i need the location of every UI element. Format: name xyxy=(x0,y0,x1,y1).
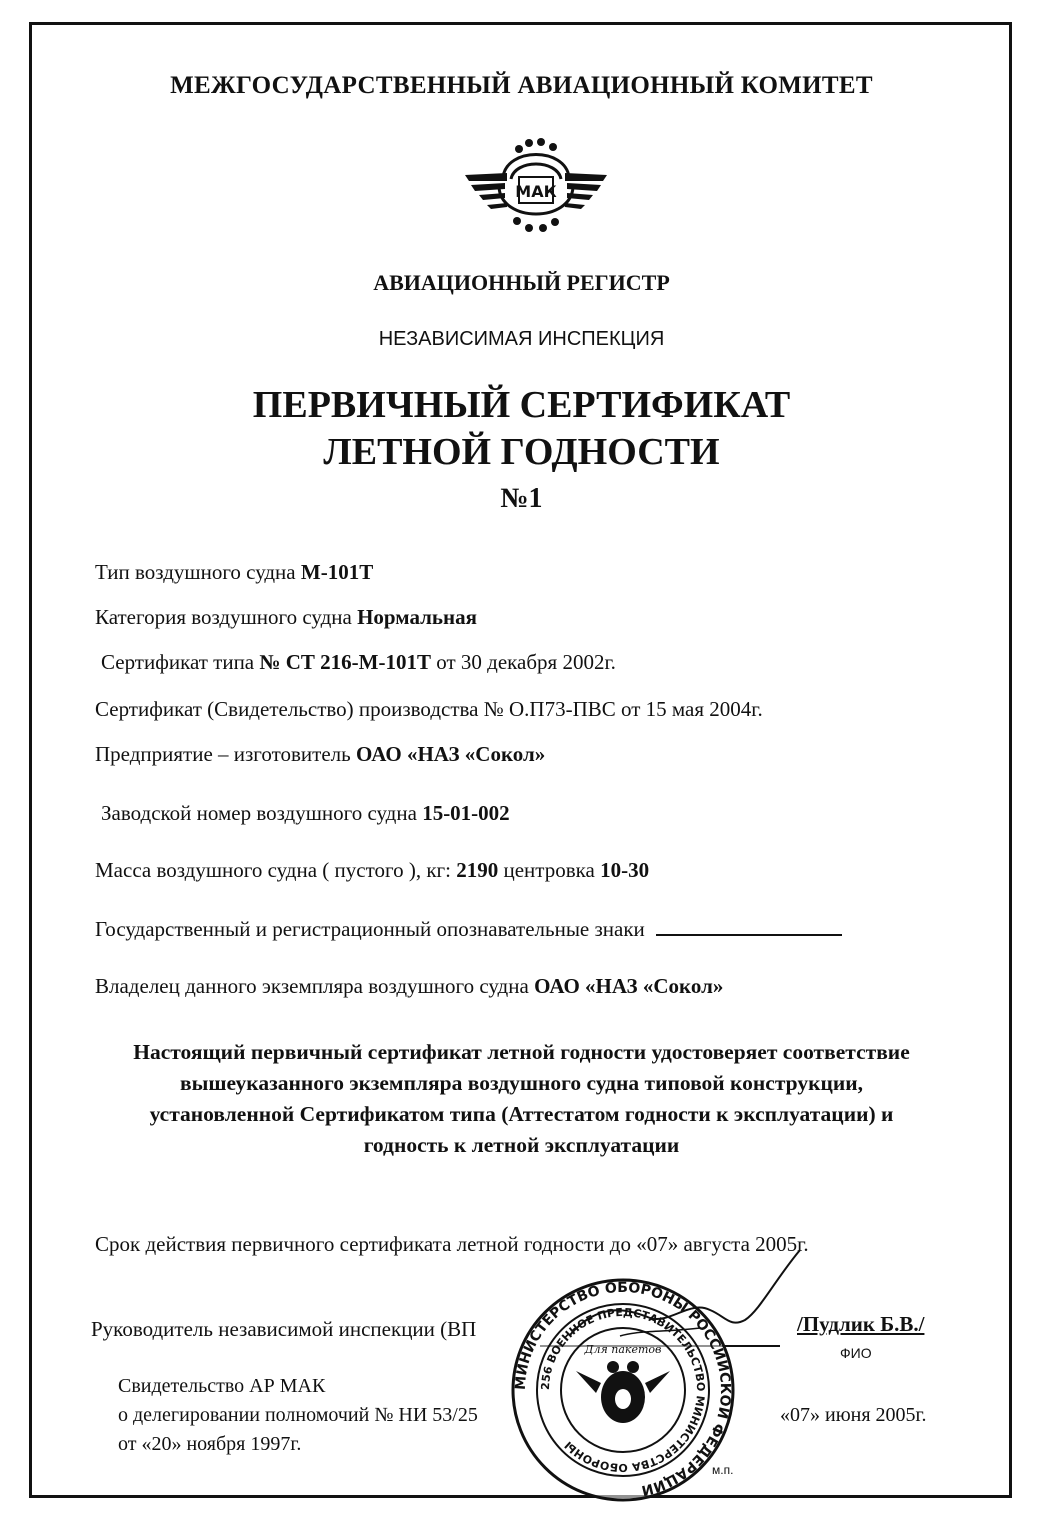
delegation-date: «07» июня 2005г. xyxy=(780,1404,927,1426)
field-production-certificate xyxy=(95,697,763,722)
field-owner xyxy=(95,974,723,999)
field-label: Категория воздушного судна xyxy=(95,605,358,629)
field-value: М-101Т xyxy=(300,560,374,584)
field-label: Тип воздушного судна xyxy=(95,560,301,584)
delegation-line1: Свидетельство АР МАК xyxy=(118,1375,326,1397)
certificate-number: №1 xyxy=(500,483,543,514)
field-type-certificate xyxy=(101,650,616,675)
field-suffix: от 30 декабря 2002г. xyxy=(430,650,616,674)
validity-period: Срок действия первичного сертификата летной годности до «07» августа 2005г. xyxy=(95,1232,809,1256)
aviation-register-heading: АВИАЦИОННЫЙ РЕГИСТР xyxy=(373,270,670,295)
field-label: Масса воздушного судна ( пустого ), кг: xyxy=(95,858,457,882)
delegation-line2: о делегировании полномочий № НИ 53/25 xyxy=(118,1404,478,1426)
field-label: Сертификат типа xyxy=(101,650,260,674)
statement-line: годность к летной эксплуатации xyxy=(363,1133,680,1157)
field-registration-marks xyxy=(95,916,842,942)
certification-statement xyxy=(0,1037,1043,1161)
signatory-name: /Пудлик Б.В./ xyxy=(797,1312,925,1336)
field-value: № СТ 216-М-101Т xyxy=(259,650,431,674)
field-serial-number xyxy=(101,801,510,826)
field-aircraft-category xyxy=(95,605,477,630)
field-value: ОАО «НАЗ «Сокол» xyxy=(534,974,724,998)
field-label: Заводской номер воздушного судна xyxy=(101,801,423,825)
field-empty-mass xyxy=(95,858,649,883)
field-label: Государственный и регистрационный опознавательные знаки xyxy=(95,917,651,941)
field-value-cg: 10-30 xyxy=(600,858,650,882)
fio-caption: ФИО xyxy=(840,1345,872,1361)
mak-emblem-icon xyxy=(463,125,609,247)
organization-title: МЕЖГОСУДАРСТВЕННЫЙ АВИАЦИОННЫЙ КОМИТЕТ xyxy=(170,72,873,99)
svg-text:МАК: МАК xyxy=(515,182,557,201)
field-value: 15-01-002 xyxy=(422,801,510,825)
field-manufacturer xyxy=(95,742,545,767)
blank-line xyxy=(656,916,842,936)
field-suffix: центровка xyxy=(498,858,601,882)
statement-line: Настоящий первичный сертификат летной годности удостоверяет соответствие xyxy=(133,1040,910,1064)
field-label: Сертификат (Свидетельство) производства № О.П73-ПВС от 15 мая 2004г. xyxy=(95,697,763,721)
signature-label: Руководитель независимой инспекции (ВП xyxy=(91,1317,477,1341)
independent-inspection-heading: НЕЗАВИСИМАЯ ИНСПЕКЦИЯ xyxy=(378,328,665,350)
handwritten-signature xyxy=(560,1240,820,1350)
svg-text:Для пакетов: Для пакетов xyxy=(584,1343,662,1356)
certificate-title-line1: ПЕРВИЧНЫЙ СЕРТИФИКАТ xyxy=(252,384,791,426)
stamp-place-caption: м.п. xyxy=(712,1463,734,1477)
statement-line: установленной Сертификатом типа (Аттестатом годности к эксплуатации) и xyxy=(149,1102,894,1126)
field-value: Нормальная xyxy=(357,605,477,629)
statement-line: вышеуказанного экземпляра воздушного судна типовой конструкции, xyxy=(179,1071,864,1095)
field-value: 2190 xyxy=(456,858,499,882)
field-value: ОАО «НАЗ «Сокол» xyxy=(355,742,546,766)
field-label: Предприятие – изготовитель xyxy=(95,742,356,766)
field-aircraft-type xyxy=(95,560,373,585)
certificate-title-line2: ЛЕТНОЙ ГОДНОСТИ xyxy=(323,431,720,473)
svg-text:256 ВОЕННОЕ ПРЕДСТАВИТЕЛЬСТВО: 256 ВОЕННОЕ ПРЕДСТАВИТЕЛЬСТВО МИНИСТЕРСТВА ОБОРОНЫ xyxy=(538,1305,708,1475)
delegation-line3: от «20» ноября 1997г. xyxy=(118,1433,302,1455)
field-label: Владелец данного экземпляра воздушного судна xyxy=(95,974,535,998)
svg-text:МИНИСТЕРСТВО ОБОРОНЫ РОССИЙСКО: МИНИСТЕРСТВО ОБОРОНЫ РОССИЙСКОЙ ФЕДЕРАЦИИ xyxy=(512,1279,734,1499)
